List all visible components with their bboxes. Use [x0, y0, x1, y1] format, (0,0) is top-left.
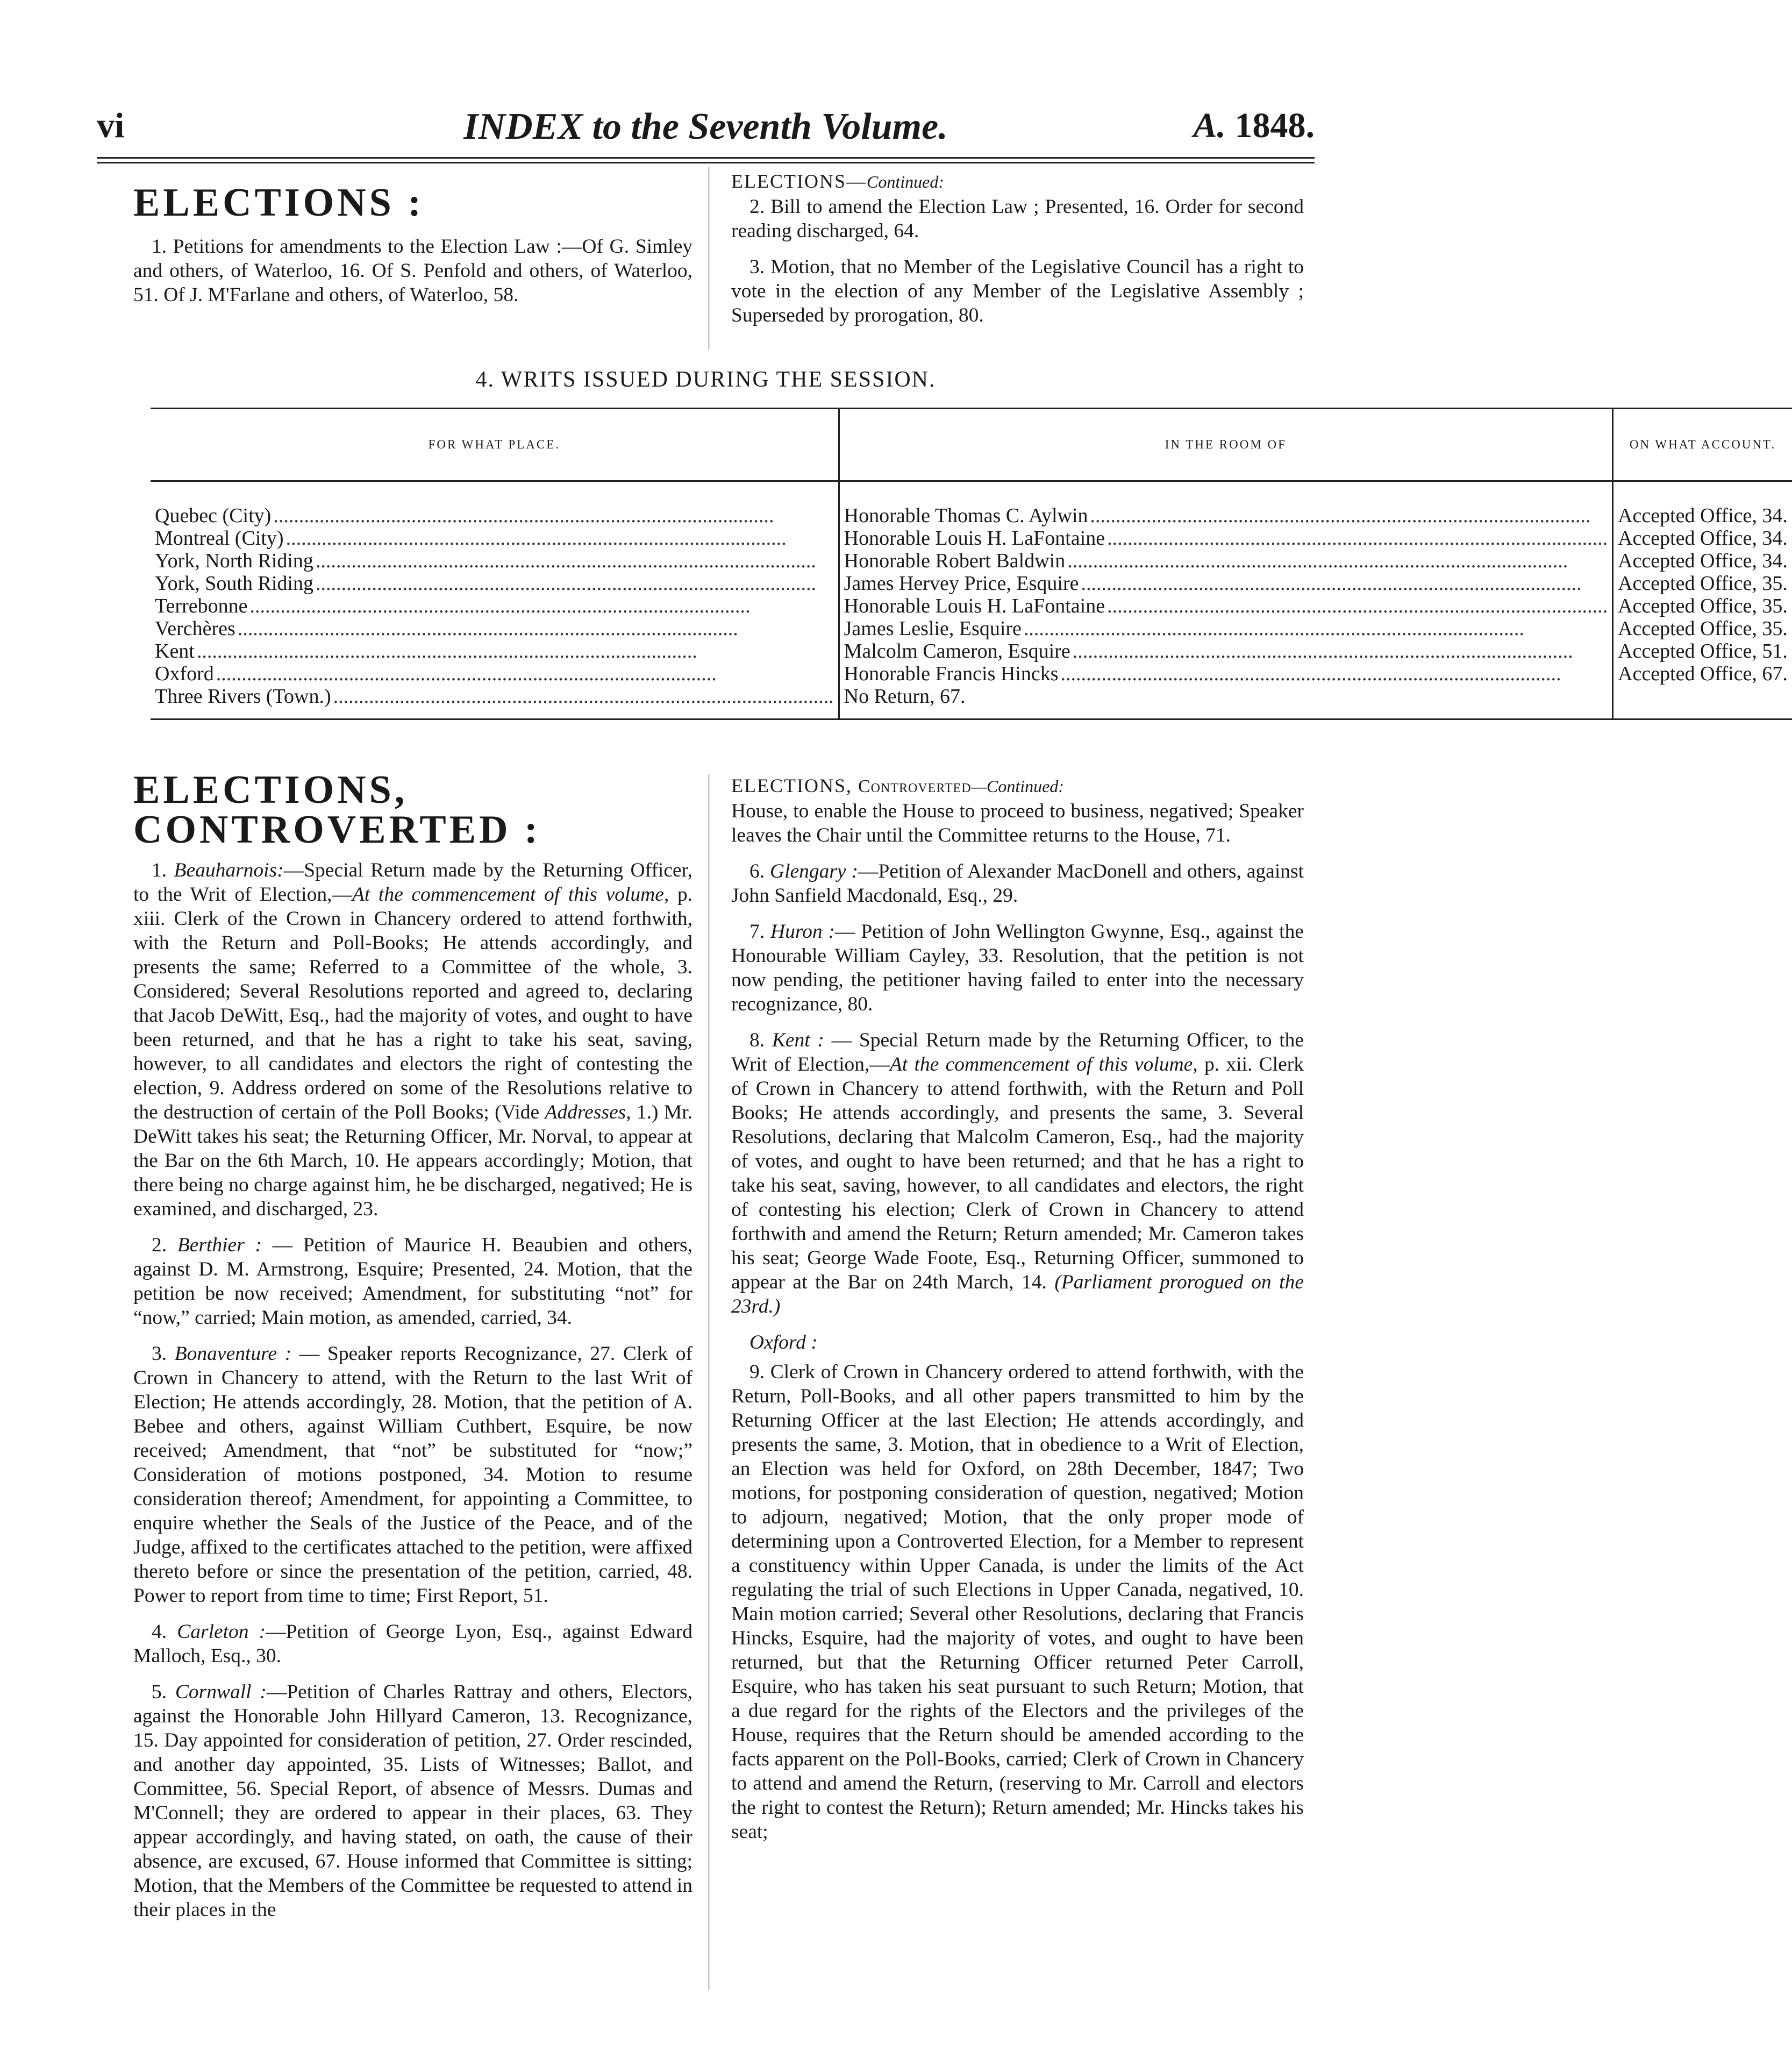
place-cell: York, South Riding	[155, 572, 313, 595]
entry-place: Kent :	[772, 1029, 824, 1051]
place-cell: Oxford	[155, 662, 214, 685]
controverted-entry-6: 6. Glengary :—Petition of Alexander MacDonell and others, against John Sanfield Macdonald, Esq., 29.	[731, 860, 1304, 907]
room-cell: Honorable Louis H. LaFontaine	[844, 527, 1105, 550]
table-row: Terrebonne .................................................................................................. Honorable Louis H. LaFontaine .................................................................................................. Accepted Office, 35.	[151, 595, 1792, 617]
elections-continued-prefix: ELECTIONS—	[731, 170, 867, 192]
controverted-entry-7: 7. Huron :— Petition of John Wellington Gwynne, Esq., against the Honourable William Cayley, 33. Resolution, that the petition is not now pending, the petitioner having failed to enter into the necessary recognizance, 80.	[731, 921, 1304, 1015]
elections-heading: ELECTIONS :	[133, 181, 424, 225]
column-divider-bottom	[709, 774, 712, 1990]
place-cell: York, North Riding	[155, 550, 313, 572]
year-prefix: A.	[1193, 106, 1226, 145]
place-cell: Quebec (City)	[155, 504, 272, 527]
account-cell: Accepted Office, 35.	[1618, 617, 1788, 640]
col-header-room: IN THE ROOM OF	[839, 409, 1612, 481]
controverted-entry-4: 4. Carleton :—Petition of George Lyon, Esq., against Edward Malloch, Esq., 30.	[133, 1621, 692, 1667]
year-label	[1193, 105, 1315, 146]
controverted-entry-1: 1. Beauharnois:—Special Return made by the Returning Officer, to the Writ of Election,—At the commencement of this volume, p. xiii. Clerk of the Crown in Chancery ordered to attend forthwith, with the Return and Poll-Books; He attends accordingly, and presents the same; Referred to a Committee of the whole, 3. Considered; Several Resolutions reported and agreed to, declaring that Jacob DeWitt, Esq., had the majority of votes, and ought to have been returned, and that he has a right to take his seat, saving, however, to all candidates and electors the right of contesting the election, 9. Address ordered on some of the Resolutions relative to the destruction of certain of the Poll Books; (Vide Addresses, 1.) Mr. DeWitt takes his seat; the Returning Officer, Mr. Norval, to appear at the Bar on the 6th March, 10. He appears accordingly; Motion, that there being no charge against him, he be discharged, negatived; He is examined, and discharged, 23.	[133, 859, 693, 1220]
account-cell	[1613, 685, 1792, 715]
year: 1848.	[1234, 106, 1315, 145]
elections-continued-label: Continued:	[866, 172, 944, 191]
room-cell: James Hervey Price, Esquire	[844, 572, 1079, 595]
room-cell: Honorable Francis Hincks	[844, 662, 1059, 685]
room-cell: No Return, 67.	[839, 685, 1612, 715]
controverted-continued-heading: ELECTIONS, Controverted—Continued:	[731, 775, 1064, 796]
room-cell: Honorable Louis H. LaFontaine	[844, 595, 1105, 617]
writs-header-row	[151, 409, 1792, 481]
oxford-subheading: Oxford :	[749, 1331, 818, 1353]
table-row: York, South Riding .................................................................................................. James Hervey Price, Esquire .................................................................................................. Accepted Office, 35.	[151, 572, 1792, 595]
controverted-entry-8: 8. Kent : — Special Return made by the Returning Officer, to the Writ of Election,—At the commencement of this volume, p. xii. Clerk of Crown in Chancery to attend forthwith, with the Return and Poll Books; He attends accordingly, and presents the same, 3. Several Resolutions, declaring that Malcolm Cameron, Esq., had the majority of votes, and ought to have been returned; and that he has a right to take his seat, saving, however, to all candidates and electors, the right of contesting his election; Clerk of Crown in Chancery to attend forthwith and amend the Return; Return amended; Mr. Cameron takes his seat; George Wade Foote, Esq., Returning Officer, summoned to appear at the Bar on 24th March, 14. (Parliament prorogued on the 23rd.)	[731, 1029, 1304, 1317]
table-row: Verchères .................................................................................................. James Leslie, Esquire .................................................................................................. Accepted Office, 35.	[151, 617, 1792, 640]
table-row: York, North Riding .................................................................................................. Honorable Robert Baldwin .................................................................................................. Accepted Office, 34.	[151, 550, 1792, 572]
col-header-place: FOR WHAT PLACE.	[151, 409, 839, 481]
entry-place: Glengary :	[770, 860, 859, 882]
room-cell: Honorable Thomas C. Aylwin	[844, 504, 1088, 527]
writs-table	[151, 408, 1792, 720]
place-cell: Kent	[155, 640, 195, 662]
account-cell: Accepted Office, 35.	[1618, 595, 1788, 617]
account-cell: Accepted Office, 34.	[1618, 550, 1788, 572]
place-cell: Verchères	[155, 617, 235, 640]
controverted-entry-9: 9. Clerk of Crown in Chancery ordered to attend forthwith, with the Return, Poll-Books, and all other papers transmitted to him by the Returning Officer at the last Election; He attends accordingly, and presents the same, 3. Motion, that in obedience to a Writ of Election, an Election was held for Oxford, on 28th December, 1847; Two motions, for postponing consideration of question, negatived; Motion to adjourn, negatived; Motion, that the only proper mode of determining upon a Controverted Election, for a Member to represent a constituency within Upper Canada, is under the limits of the Act regulating the trial of such Elections in Upper Canada, negatived, 10. Main motion carried; Several other Resolutions, declaring that Francis Hincks, Esquire, had the majority of votes, and ought to have been returned, but that the Returning Officer returned Peter Carroll, Esquire, who has taken his seat pursuant to such Return; Motion, that a due regard for the rights of the Electors and the privileges of the House, requires that the Return should be amended according to the facts apparent on the Poll-Books, carried; Clerk of Crown in Chancery to attend and amend the Return, (reserving to Mr. Carroll and electors the right to contest the Return); Return amended; Mr. Hincks takes his seat;	[731, 1361, 1304, 1843]
elections-continued-heading	[731, 170, 1304, 193]
col-header-account: ON WHAT ACCOUNT.	[1613, 409, 1792, 481]
elections-item-3: 3. Motion, that no Member of the Legislative Council has a right to vote in the election of any Member of the Legislative Assembly ; Superseded by prorogation, 80.	[731, 256, 1304, 326]
place-cell: Terrebonne	[155, 595, 248, 617]
table-row: Three Rivers (Town.) .................................................................................................. No Return, 67.	[151, 685, 1792, 715]
controverted-continued-text: House, to enable the House to proceed to business, negatived; Speaker leaves the Chair until the Committee returns to the House, 71.	[731, 800, 1304, 846]
entry-place: Beauharnois:	[174, 859, 284, 881]
controverted-entry-2: 2. Berthier : — Petition of Maurice H. Beaubien and others, against D. M. Armstrong, Esquire; Presented, 24. Motion, that the petition be now received; Amendment, for substituting “not” for “now,” carried; Main motion, as amended, carried, 34.	[133, 1234, 692, 1329]
entry-place: Berthier :	[177, 1234, 262, 1256]
header-rule	[97, 157, 1315, 163]
elections-item-2: 2. Bill to amend the Election Law ; Presented, 16. Order for second reading discharged, 64.	[731, 196, 1304, 242]
entry-place: Huron :	[770, 921, 835, 943]
elections-right-column	[731, 170, 1304, 327]
account-cell: Accepted Office, 34.	[1618, 504, 1788, 527]
elections-item-1: 1. Petitions for amendments to the Election Law :—Of G. Simley and others, of Waterloo, 16. Of S. Penfold and others, of Waterloo, 51. Of J. M'Farlane and others, of Waterloo, 58.	[133, 236, 692, 306]
room-cell: Malcolm Cameron, Esquire	[844, 640, 1070, 662]
place-cell: Montreal (City)	[155, 527, 284, 550]
account-cell: Accepted Office, 67.	[1618, 662, 1788, 685]
account-cell: Accepted Office, 34.	[1618, 527, 1788, 550]
page-title: INDEX to the Seventh Volume.	[463, 106, 948, 147]
account-cell: Accepted Office, 51.	[1618, 640, 1788, 662]
room-cell: James Leslie, Esquire	[844, 617, 1022, 640]
entry-place: Cornwall :	[175, 1681, 267, 1703]
table-row: Quebec (City) .................................................................................................. Honorable Thomas C. Aylwin .................................................................................................. Accepted Office, 34.	[151, 481, 1792, 528]
running-header	[97, 105, 1315, 154]
writs-heading: 4. WRITS ISSUED DURING THE SESSION.	[475, 367, 936, 392]
entry-place: Carleton :	[177, 1621, 266, 1643]
table-row: Oxford .................................................................................................. Honorable Francis Hincks .................................................................................................. Accepted Office, 67.	[151, 662, 1792, 685]
account-cell: Accepted Office, 35.	[1618, 572, 1788, 595]
column-divider-top	[709, 167, 712, 350]
controverted-entry-3: 3. Bonaventure : — Speaker reports Recognizance, 27. Clerk of Crown in Chancery to attend, with the Return to the last Writ of Election; He attends accordingly, 28. Motion, that the petition of A. Bebee and others, against William Cuthbert, Esquire, be now received; Amendment, that “not” be substituted for “now;” Consideration of motions postponed, 34. Motion to resume consideration thereof; Amendment, for appointing a Committee, to enquire whether the Seals of the Justice of the Peace, and of the Judge, affixed to the certificates attached to the petition, were affixed thereto before or since the presentation of the petition, carried, 48. Power to report from time to time; First Report, 51.	[133, 1343, 692, 1607]
controverted-left-column	[133, 770, 692, 1922]
controverted-heading: ELECTIONS, CONTROVERTED :	[133, 768, 541, 852]
table-row: Kent .................................................................................................. Malcolm Cameron, Esquire .................................................................................................. Accepted Office, 51.	[151, 640, 1792, 662]
table-row: Montreal (City) .................................................................................................. Honorable Louis H. LaFontaine .................................................................................................. Accepted Office, 34.	[151, 527, 1792, 550]
place-cell: Three Rivers (Town.)	[155, 685, 331, 708]
page-number: vi	[97, 106, 125, 145]
elections-left-column	[133, 183, 692, 307]
controverted-right-column	[731, 774, 1304, 1844]
controverted-entry-5: 5. Cornwall :—Petition of Charles Rattray and others, Electors, against the Honorable John Hillyard Cameron, 13. Recognizance, 15. Day appointed for consideration of petition, 27. Order rescinded, and another day appointed, 35. Lists of Witnesses; Ballot, and Committee, 56. Special Report, of absence of Messrs. Dumas and M'Connell; they are ordered to appear in their places, 63. They appear accordingly, and having stated, on oath, the cause of their absence, are excused, 67. House informed that Committee is sitting; Motion, that the Members of the Committee be requested to attend in their places in the	[133, 1681, 692, 1921]
room-cell: Honorable Robert Baldwin	[844, 550, 1066, 572]
entry-place: Bonaventure :	[174, 1343, 292, 1365]
